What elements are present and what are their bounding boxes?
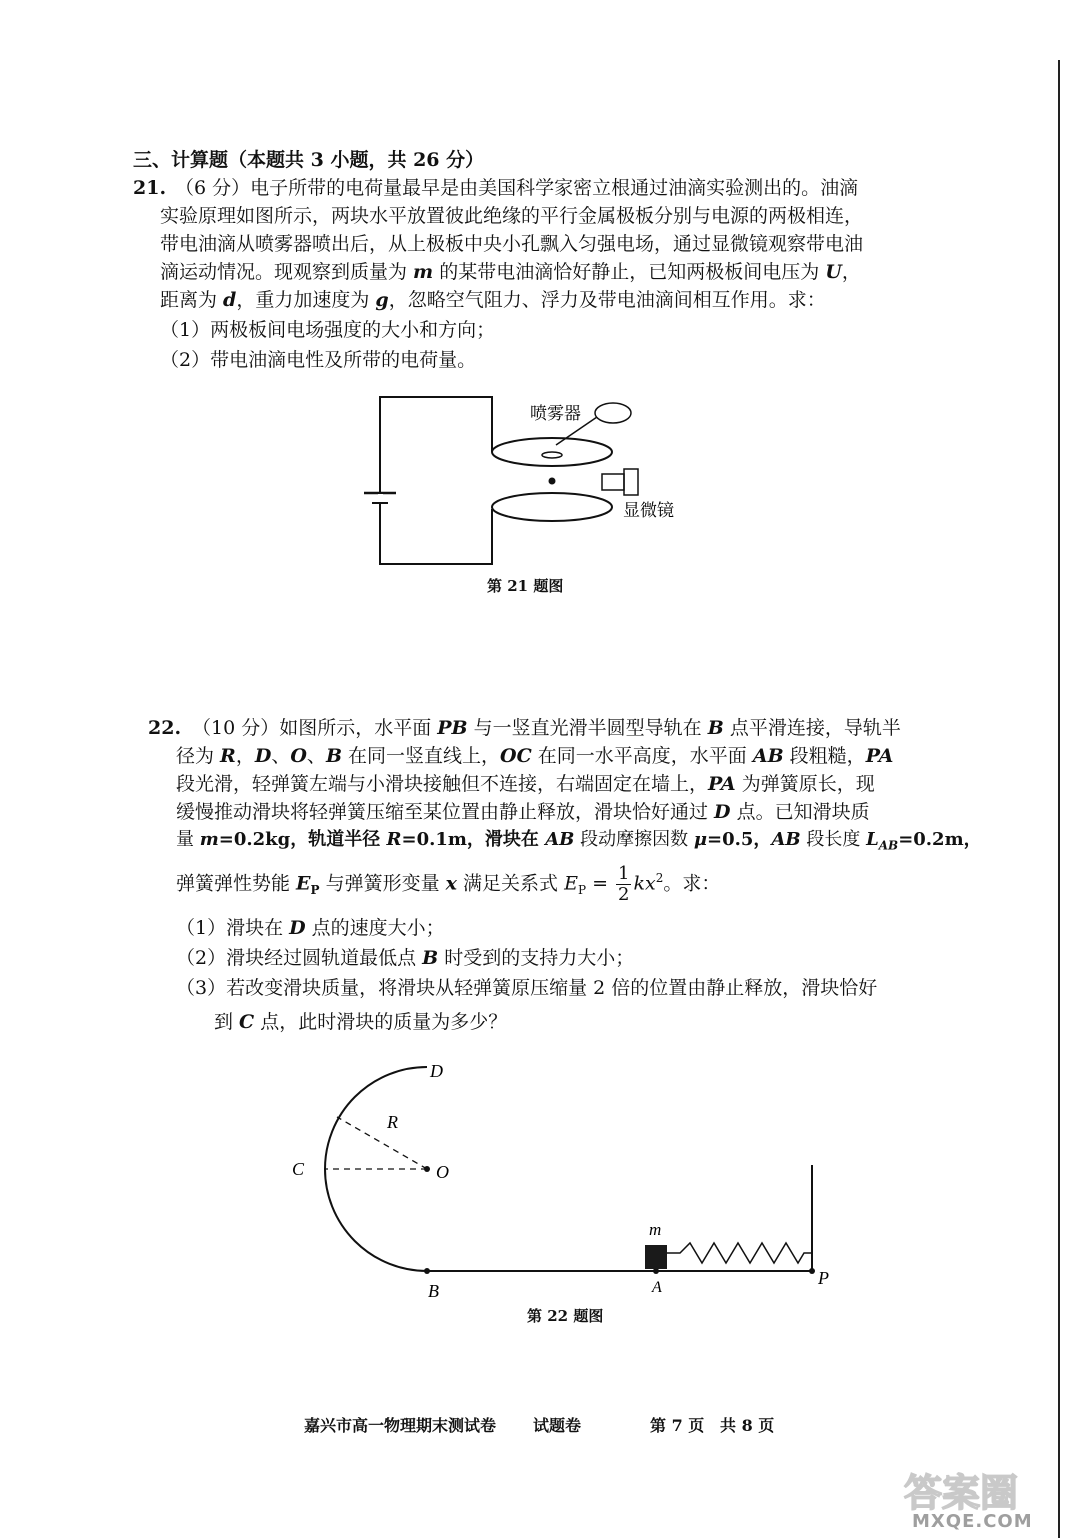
- lower-plate: [492, 493, 612, 521]
- q21-line-4: [160, 260, 861, 284]
- q21-var-U: U: [825, 261, 842, 283]
- q22-line-4: [176, 800, 870, 824]
- label-A: A: [652, 1279, 662, 1296]
- formula-kx: kx: [633, 872, 656, 895]
- watermark-chars: 答案圈: [904, 1473, 1019, 1514]
- q21-line-5: [160, 288, 826, 312]
- q21-line-1: [175, 176, 858, 200]
- q22-l2-f: 在同一水平高度，水平面: [531, 745, 753, 767]
- label-m: m: [649, 1220, 662, 1239]
- oil-drop: [549, 478, 556, 485]
- q22-var-R2: R: [386, 829, 402, 850]
- formula-eq: =: [586, 872, 615, 895]
- q22-s1-a: （1）滑块在: [176, 917, 290, 939]
- q22-l1-c: 点平滑连接，导轨半: [723, 717, 901, 739]
- q22-var-OC: OC: [500, 745, 532, 767]
- plate-hole: [542, 452, 562, 458]
- label-C: C: [292, 1159, 305, 1179]
- radius-OD: [337, 1117, 427, 1169]
- q22-var-m: m: [199, 829, 219, 850]
- q22-l2-e: 在同一竖直线上，: [342, 745, 501, 767]
- q22-sub-1: [176, 916, 445, 940]
- spring: [666, 1243, 812, 1263]
- q22-l1-a: （10 分）如图所示，水平面: [192, 717, 438, 739]
- microscope-eyepiece: [624, 469, 638, 495]
- footer-total-pages: 共 8 页: [720, 1416, 775, 1435]
- label-P: P: [818, 1268, 829, 1288]
- label-B: B: [428, 1281, 439, 1301]
- q22-l5-c: =0.1m，滑块在: [401, 829, 546, 850]
- q22-s2-B: B: [422, 947, 439, 969]
- q22-number: 22.: [148, 717, 182, 739]
- label-R: R: [387, 1112, 398, 1132]
- q22-var-L-sub: AB: [878, 838, 899, 853]
- q22-var-O: O: [290, 745, 307, 767]
- formula-fraction: [616, 864, 631, 905]
- q22-l5-e: =0.5，: [707, 829, 772, 850]
- q22-l5-a: 量: [176, 829, 200, 850]
- q22-l2-c: 、: [271, 745, 291, 767]
- label-D: D: [430, 1061, 443, 1081]
- footer-exam-title: 嘉兴市高一物理期末测试卷: [304, 1416, 497, 1435]
- q22-var-x: x: [445, 872, 457, 895]
- q22-figure: [280, 1055, 840, 1305]
- q22-s1-b: 点的速度大小；: [305, 917, 445, 939]
- q22-l6-c: 满足关系式: [456, 872, 565, 895]
- q21-l4-b: 的某带电油滴恰好静止，已知两极板间电压为: [433, 261, 826, 283]
- formula-exponent: 2: [655, 871, 664, 885]
- point-O: [424, 1166, 430, 1172]
- q22-l2-g: 段粗糙，: [783, 745, 866, 767]
- q22-var-mu: μ: [693, 829, 708, 850]
- q21-var-m: m: [413, 261, 434, 283]
- q22-l6-end: 。求：: [663, 872, 721, 895]
- slider-block: [645, 1245, 667, 1269]
- point-P: [809, 1268, 815, 1274]
- microscope-body: [602, 474, 624, 490]
- q22-var-PA2: PA: [708, 773, 736, 795]
- q22-var-B: B: [707, 717, 724, 739]
- q22-l4-a: 缓慢推动滑块将轻弹簧压缩至某位置由静止释放，滑块恰好通过: [176, 801, 715, 823]
- q22-sub-2: [176, 946, 634, 970]
- q22-l2-a: 径为: [176, 745, 221, 767]
- q22-var-R: R: [220, 745, 236, 767]
- q22-var-AB: AB: [752, 745, 784, 767]
- formula-denominator: 2: [618, 883, 630, 905]
- q21-sub-2: （2）带电油滴电性及所带的电荷量。: [160, 349, 477, 371]
- q22-var-E-sub: P: [310, 883, 320, 898]
- formula-E-sub: P: [577, 883, 587, 898]
- q22-var-L: L: [866, 829, 879, 850]
- q22-sub-3-line-2: [214, 1010, 507, 1034]
- q22-s3-b: 点，此时滑块的质量为多少？: [254, 1011, 508, 1033]
- q21-caption: 第 21 题图: [487, 577, 564, 595]
- q22-l6-b: 与弹簧形变量: [319, 872, 446, 895]
- battery-gap: [378, 494, 383, 502]
- q22-var-AB2: AB: [545, 829, 575, 850]
- q21-var-d: d: [223, 289, 237, 311]
- q22-s2-a: （2）滑块经过圆轨道最低点: [176, 947, 423, 969]
- q22-l5-f: 段长度: [800, 829, 867, 850]
- q21-number: 21.: [133, 177, 167, 199]
- q22-s2-b: 时受到的支持力大小；: [438, 947, 635, 969]
- footer-page-number: 第 7 页: [650, 1416, 705, 1435]
- q21-line-2: 实验原理如图所示，两块水平放置彼此绝缘的平行金属极板分别与电源的两极相连，: [160, 205, 864, 227]
- q22-l5-d: 段动摩擦因数: [574, 829, 694, 850]
- q22-l4-b: 点。已知滑块质: [730, 801, 870, 823]
- q22-sub-3: （3）若改变滑块质量，将滑块从轻弹簧原压缩量 2 倍的位置由静止释放，滑块恰好: [176, 977, 878, 999]
- q22-l3-b: 为弹簧原长，现: [735, 773, 875, 795]
- q22-caption: 第 22 题图: [527, 1307, 604, 1325]
- q21-var-g: g: [375, 289, 389, 311]
- circuit-wire: [380, 397, 492, 564]
- formula-E: E: [564, 872, 578, 895]
- q21-line-3: 带电油滴从喷雾器喷出后，从上极板中央小孔飘入匀强电场，通过显微镜观察带电油: [160, 233, 864, 255]
- q22-s3-C: C: [239, 1011, 255, 1033]
- q22-l2-d: 、: [306, 745, 326, 767]
- formula-numerator: 1: [618, 862, 630, 884]
- page-edge-line: [1058, 60, 1060, 1538]
- footer-exam-type: 试题卷: [533, 1416, 582, 1435]
- watermark-url: MXQE.COM: [912, 1511, 1033, 1532]
- microscope-label: 显微镜: [623, 501, 674, 520]
- q21-l5-c: ，忽略空气阻力、浮力及带电油滴间相互作用。求：: [388, 289, 826, 311]
- q22-l1-b: 与一竖直光滑半圆型导轨在: [467, 717, 708, 739]
- q22-var-AB3: AB: [771, 829, 801, 850]
- sprayer-bulb: [595, 403, 631, 423]
- q22-var-B2: B: [325, 745, 342, 767]
- q22-line-5: [176, 828, 982, 858]
- q22-line-2: [176, 744, 893, 768]
- q22-line-3: [176, 772, 875, 796]
- q21-l5-b: ，重力加速度为: [236, 289, 376, 311]
- sprayer-label: 喷雾器: [530, 404, 581, 423]
- q21-text-1: 电子所带的电荷量最早是由美国科学家密立根通过油滴实验测出的。油滴: [250, 177, 859, 199]
- q22-l2-b: ，: [235, 745, 255, 767]
- q21-figure: [360, 385, 700, 575]
- q22-l6-a: 弹簧弹性势能: [176, 872, 297, 895]
- q22-var-D2: D: [714, 801, 731, 823]
- q22-l5-g: =0.2m，: [898, 829, 982, 850]
- q22-var-PB: PB: [437, 717, 468, 739]
- q21-l5-a: 距离为: [160, 289, 224, 311]
- q22-line-6: [176, 856, 720, 906]
- q22-l5-b: =0.2kg，轨道半径: [218, 829, 387, 850]
- q22-var-D: D: [254, 745, 272, 767]
- q21-l4-c: ，: [841, 261, 861, 283]
- q22-var-PA: PA: [865, 745, 894, 767]
- q22-line-1: [192, 716, 901, 740]
- q21-sub-1: （1）两极板间电场强度的大小和方向；: [160, 319, 496, 341]
- q22-s3-a: 到: [214, 1011, 240, 1033]
- point-B: [424, 1268, 430, 1274]
- q22-l3-a: 段光滑，轻弹簧左端与小滑块接触但不连接，右端固定在墙上，: [176, 773, 709, 795]
- q21-l4-a: 滴运动情况。现观察到质量为: [160, 261, 414, 283]
- section-heading: 三、计算题（本题共 3 小题，共 26 分）: [133, 149, 485, 171]
- label-O: O: [436, 1162, 449, 1182]
- q21-score: （6 分）: [175, 177, 251, 199]
- q22-var-E: E: [296, 872, 311, 895]
- q22-s1-D: D: [289, 917, 306, 939]
